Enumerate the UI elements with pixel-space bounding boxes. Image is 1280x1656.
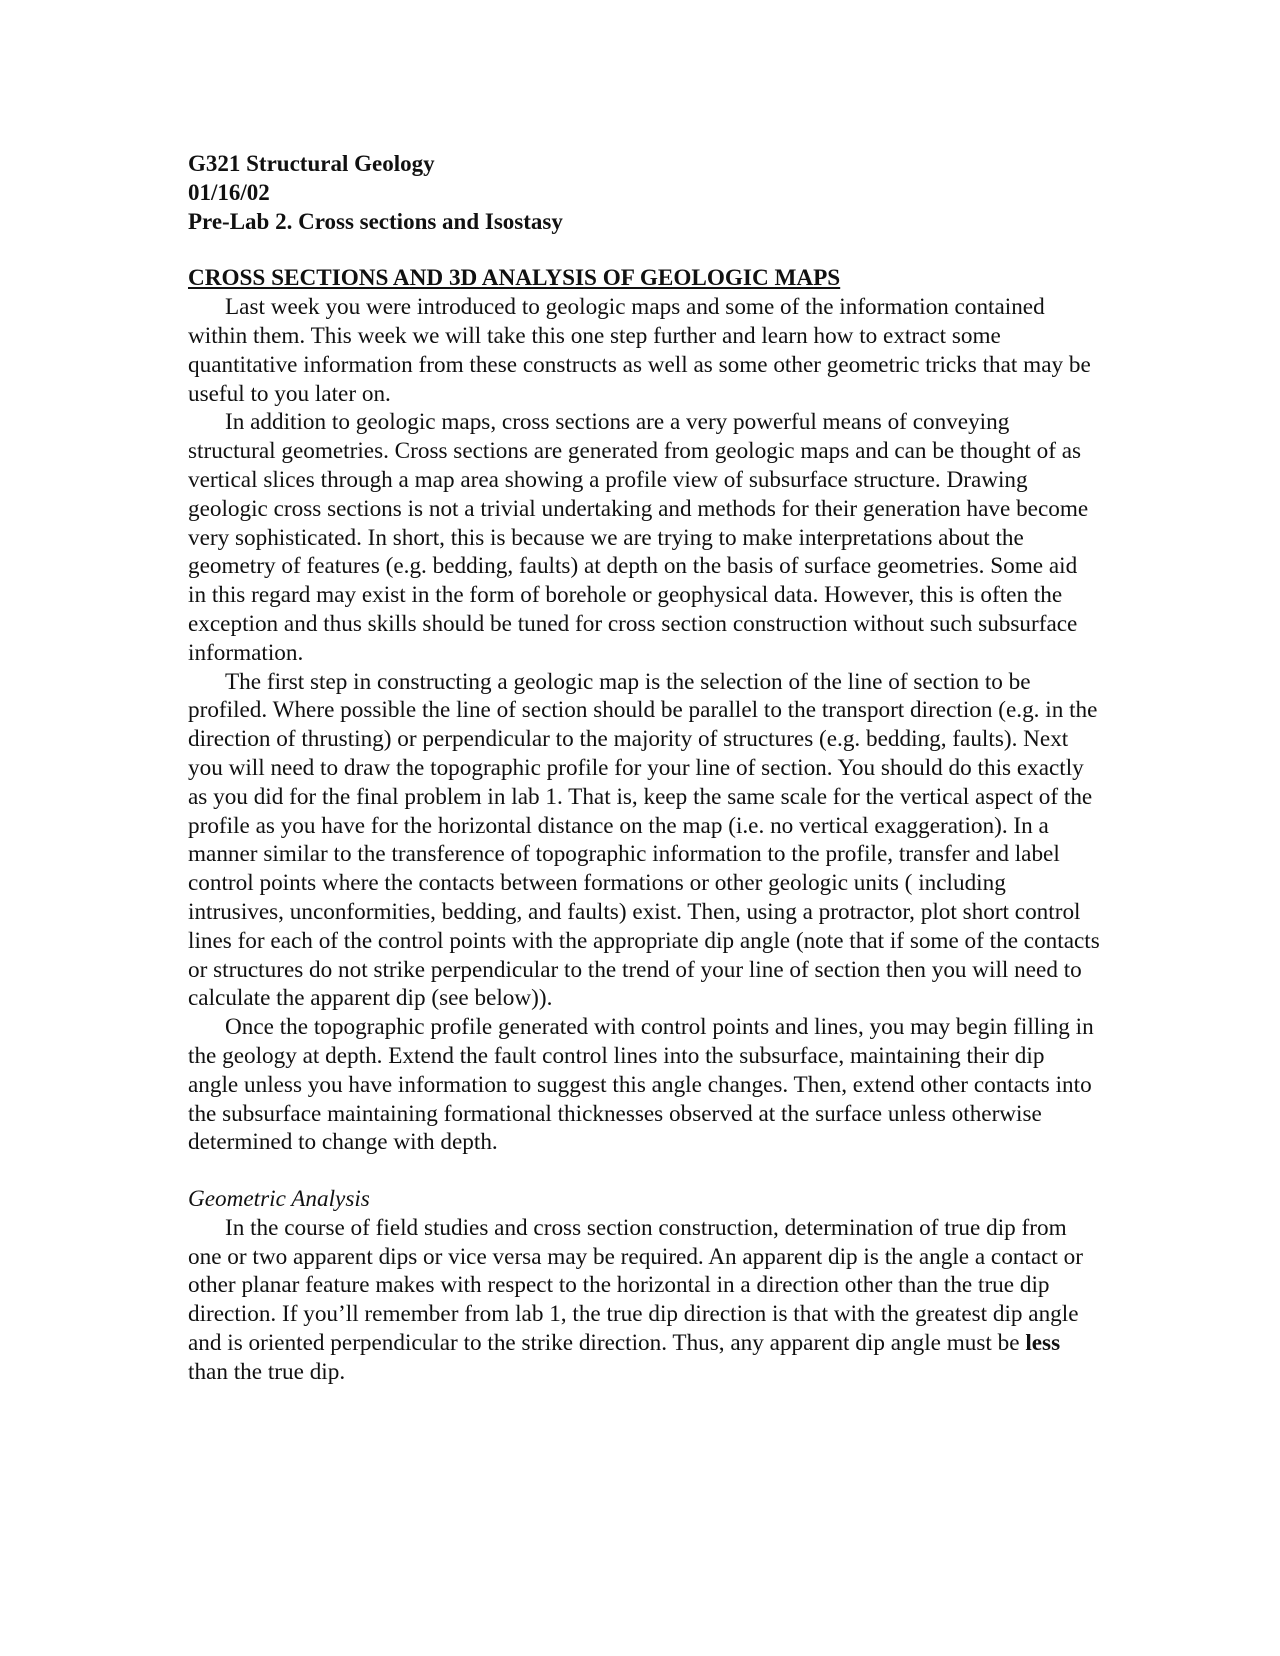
paragraph-geometric-analysis — [188, 1214, 1100, 1387]
course-title: G321 Structural Geology — [188, 151, 435, 176]
paragraph-cross-sections: In addition to geologic maps, cross sections are a very powerful means of conveying structural geometries. Cross sections are generated from geologic maps and can be thought of as vertical slices through a map area showing a profile view of subsurface structure. Drawing geologic cross sections is not a trivial undertaking and methods for their generation have become very sophisticated. In short, this is because we are trying to make interpretations about the geometry of features (e.g. bedding, faults) at depth on the basis of surface geometries. Some aid in this regard may exist in the form of borehole or geophysical data. However, this is often the exception and thus skills should be tuned for cross section construction without such subsurface information. — [188, 409, 1089, 666]
emphasis-less: less — [1025, 1330, 1061, 1357]
geometric-text-end: than the true dip. — [188, 1358, 346, 1385]
paragraph-filling-geology: Once the topographic profile generated with control points and lines, you may begin filling in the geology at depth. Extend the fault control lines into the subsurface, maintaining their dip angle unless you have information to suggest this angle changes. Then, extend other contacts into the subsurface maintaining formational thicknesses observed at the surface unless otherwise determined to change with depth. — [188, 1014, 1094, 1156]
document-date: 01/16/02 — [188, 179, 270, 205]
paragraph-first-step: The first step in constructing a geologic map is the selection of the line of section to be profiled. Where possible the line of section should be parallel to the transport direction (e.g. in the direction of thrusting) or perpendicular to the majority of structures (e.g. bedding, faults). Next you will need to draw the topographic profile for your line of section. You should do this exactly as you did for the final problem in lab 1. That is, keep the same scale for the vertical aspect of the profile as you have for the horizontal distance on the map (i.e. no vertical exaggeration). In a manner similar to the transference of topographic information to the profile, transfer and label control points where the contacts between formations or other geologic units ( including intrusives, unconformities, bedding, and faults) exist. Then, using a protractor, plot short control lines for each of the control points with the appropriate dip angle (note that if some of the contacts or structures do not strike perpendicular to the trend of your line of section then you will need to calculate the apparent dip (see below)). — [188, 668, 1100, 1012]
lab-title: Pre-Lab 2. Cross sections and Isostasy — [188, 208, 563, 234]
geometric-analysis-heading: Geometric Analysis — [188, 1186, 370, 1213]
section-heading: CROSS SECTIONS AND 3D ANALYSIS OF GEOLOGIC MAPS — [188, 265, 841, 292]
document-page — [188, 150, 1100, 1387]
paragraph-intro: Last week you were introduced to geologic maps and some of the information contained within them. This week we will take this one step further and learn how to extract some quantitative information from these constructs as well as some other geometric tricks that may be useful to you later on. — [188, 294, 1091, 407]
geometric-text-start: In the course of field studies and cross section construction, determination of true dip from one or two apparent dips or vice versa may be required. An apparent dip is the angle a contact or other planar feature makes with respect to the horizontal in a direction other than the true dip direction. If you’ll remember from lab 1, the true dip direction is that with the greatest dip angle and is oriented perpendicular to the strike direction. Thus, any apparent dip angle must be — [188, 1214, 1083, 1357]
